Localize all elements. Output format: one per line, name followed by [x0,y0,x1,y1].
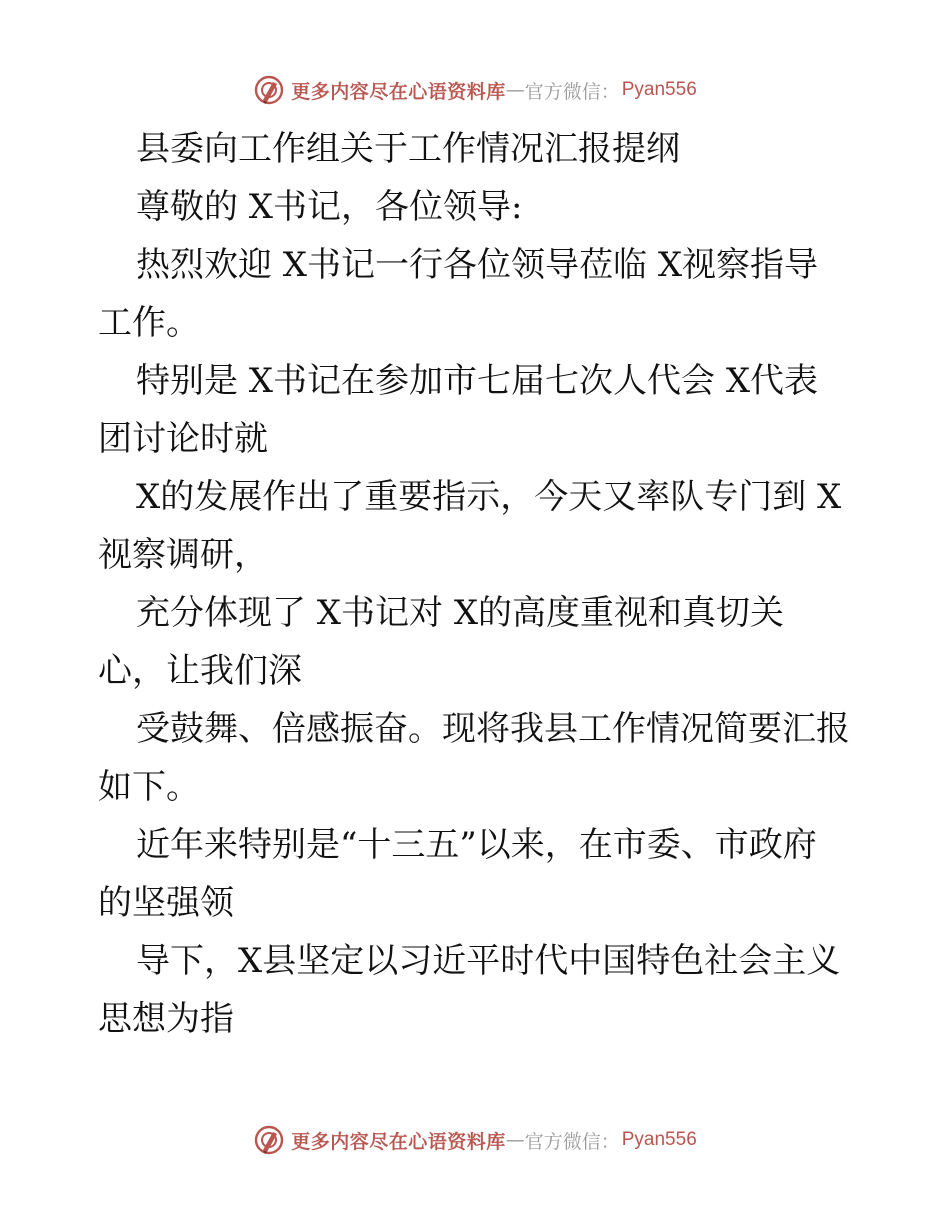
paragraph-line: 热烈欢迎 X书记一行各位领导莅临 X视察指导 [136,245,819,285]
paragraph-line: 团讨论时就 [98,419,268,459]
paragraph-line: 充分体现了 X书记对 X的高度重视和真切关 [136,593,785,633]
salutation: 尊敬的 X书记，各位领导: [136,187,523,227]
paragraph-line: 近年来特别是“十三五”以来，在市委、市政府 [136,825,817,865]
footer-banner [0,1120,950,1160]
header-banner [0,70,950,110]
paragraph-line: 导下，X县坚定以习近平时代中国特色社会主义 [136,941,841,981]
footer-slogan: 更多内容尽在心语资料库 [291,1130,506,1153]
document-body [98,120,858,1048]
footer-wechat-id: Pyan556 [621,1129,697,1150]
paragraph-line: 心，让我们深 [98,651,302,691]
document-title: 县委向工作组关于工作情况汇报提纲 [136,129,680,169]
header-slogan: 更多内容尽在心语资料库 [291,80,506,103]
paragraph-line: 受鼓舞、倍感振奋。现将我县工作情况简要汇报 [136,709,850,749]
paragraph-line: 思想为指 [98,999,234,1039]
footer-dash: — [505,1129,525,1151]
paragraph-line: 如下。 [98,767,200,807]
paragraph-line: 特别是 X书记在参加市七届七次人代会 X代表 [136,361,819,401]
paragraph-line: 视察调研， [98,535,268,575]
header-dash: — [505,79,525,101]
paragraph-line: 工作。 [98,303,200,343]
paragraph-line: X的发展作出了重要指示，今天又率队专门到 X [136,477,842,517]
footer-wechat-label: 官方微信： [524,1130,620,1153]
pen-logo-icon [253,1124,285,1156]
header-wechat-id: Pyan556 [621,79,697,100]
paragraph-line: 的坚强领 [98,883,234,923]
pen-logo-icon [253,74,285,106]
header-wechat-label: 官方微信： [524,80,620,103]
